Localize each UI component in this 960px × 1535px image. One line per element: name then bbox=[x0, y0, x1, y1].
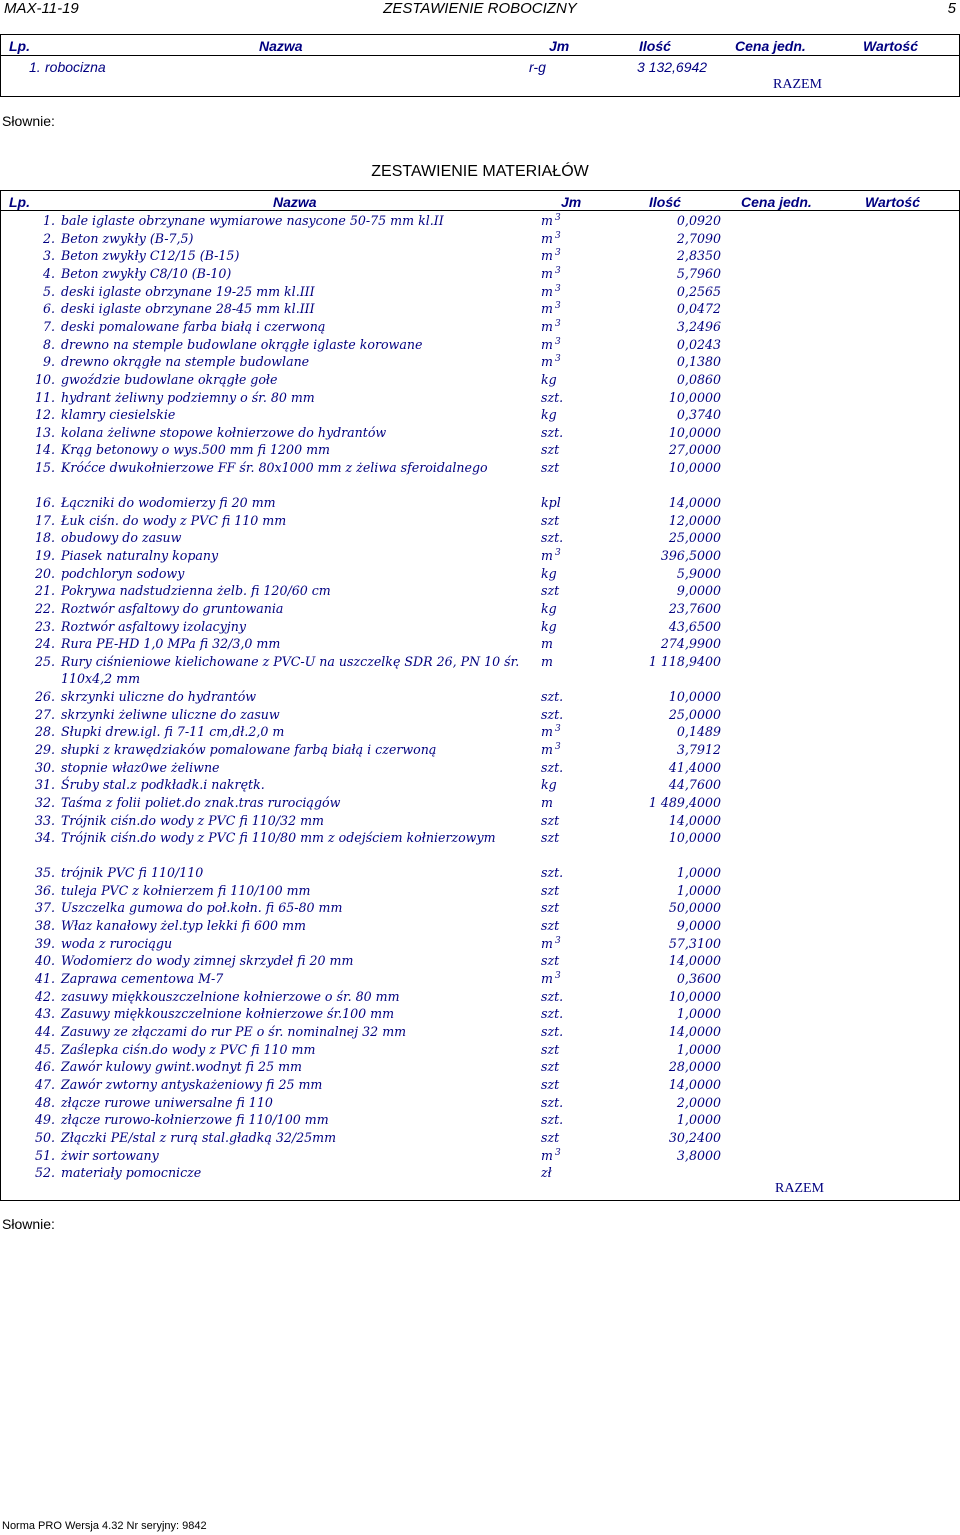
col-nazwa: Nazwa bbox=[259, 38, 303, 54]
row-nazwa: Właz kanałowy żel.typ lekki fi 600 mm bbox=[61, 918, 306, 934]
row-nazwa: drewno na stemple budowlane okrągłe iglaste korowane bbox=[61, 336, 423, 352]
row-ilosc: 14,0000 bbox=[668, 495, 721, 511]
row-nazwa: podchloryn sodowy bbox=[61, 565, 185, 581]
row-jm: szt bbox=[541, 830, 560, 846]
row-jm: m bbox=[541, 301, 553, 317]
row-jm-sup-wrap bbox=[555, 247, 561, 264]
row-nazwa: obudowy do zasuw bbox=[61, 530, 182, 546]
row-lp: 5. bbox=[42, 283, 55, 299]
row-jm-exponent: 3 bbox=[555, 1147, 561, 1158]
row-jm: m bbox=[541, 265, 553, 281]
materials-words-label: Słownie: bbox=[2, 1216, 55, 1232]
row-jm-exponent: 3 bbox=[555, 248, 561, 259]
row-jm: szt. bbox=[541, 865, 564, 881]
table-row bbox=[1, 57, 959, 77]
row-jm: m bbox=[541, 230, 553, 246]
row-lp: 32. bbox=[34, 794, 55, 810]
row-ilosc: 0,2565 bbox=[676, 283, 721, 299]
row-nazwa: Łuk ciśn. do wody z PVC fi 110 mm bbox=[61, 512, 287, 528]
row-lp: 44. bbox=[34, 1024, 55, 1039]
row-nazwa: stopnie właz0we żeliwne bbox=[61, 759, 220, 775]
row-ilosc: 1 118,9400 bbox=[648, 653, 721, 669]
row-ilosc: 2,7090 bbox=[676, 230, 721, 246]
row-jm: m bbox=[541, 794, 553, 810]
row-nazwa: Uszczelka gumowa do poł.kołn. fi 65-80 mm bbox=[61, 900, 343, 916]
row-ilosc: 1,0000 bbox=[676, 865, 721, 881]
row-ilosc: 1,0000 bbox=[676, 1006, 721, 1022]
row-nazwa: Śruby stal.z podkładk.i nakrętk. bbox=[61, 777, 265, 793]
row-ilosc: 0,1489 bbox=[676, 724, 721, 740]
row-jm-sup-wrap bbox=[555, 970, 561, 987]
row-nazwa: złącze rurowo-kołnierzowe fi 110/100 mm bbox=[61, 1112, 329, 1128]
row-lp: 12. bbox=[34, 407, 55, 423]
row-jm: m bbox=[541, 213, 553, 228]
document-code: MAX-11-19 bbox=[4, 0, 79, 17]
row-lp: 43. bbox=[34, 1006, 55, 1022]
col-ilosc: Ilość bbox=[649, 194, 681, 210]
row-jm: zł bbox=[541, 1165, 552, 1181]
row-lp: 36. bbox=[34, 882, 55, 898]
row-nazwa: Krąg betonowy o wys.500 mm fi 1200 mm bbox=[61, 442, 330, 458]
row-jm: m bbox=[541, 248, 553, 264]
row-nazwa: Łączniki do wodomierzy fi 20 mm bbox=[61, 495, 276, 511]
row-lp: 21. bbox=[34, 583, 55, 599]
row-lp: 17. bbox=[34, 512, 55, 528]
row-lp: 51. bbox=[34, 1147, 55, 1163]
row-jm: szt. bbox=[541, 988, 564, 1004]
row-lp: 27. bbox=[34, 706, 55, 722]
row-ilosc: 5,9000 bbox=[676, 565, 721, 581]
col-lp: Lp. bbox=[9, 38, 30, 54]
row-nazwa: Beton zwykły C12/15 (B-15) bbox=[61, 248, 240, 264]
row-jm: m bbox=[541, 548, 553, 564]
row-nazwa: bale iglaste obrzynane wymiarowe nasycone 50-75 mm kl.II bbox=[61, 213, 444, 228]
row-ilosc: 3 132,6942 bbox=[637, 59, 708, 75]
row-jm: m bbox=[541, 971, 553, 987]
row-jm-exponent: 3 bbox=[555, 336, 561, 347]
col-jm: Jm bbox=[549, 38, 570, 54]
row-ilosc: 0,1380 bbox=[676, 354, 721, 370]
materials-title: ZESTAWIENIE MATERIAŁÓW bbox=[371, 163, 589, 180]
row-ilosc: 25,0000 bbox=[668, 706, 721, 722]
row-lp: 37. bbox=[34, 900, 55, 916]
row-ilosc: 27,0000 bbox=[668, 442, 721, 458]
row-nazwa: Piasek naturalny kopany bbox=[61, 548, 219, 564]
row-nazwa: kolana żeliwne stopowe kołnierzowe do hydrantów bbox=[61, 424, 387, 440]
row-ilosc: 0,3600 bbox=[676, 971, 721, 987]
row-nazwa: skrzynki żeliwne uliczne do zasuw bbox=[61, 706, 280, 722]
row-nazwa: deski iglaste obrzynane 19-25 mm kl.III bbox=[61, 283, 315, 299]
row-jm: szt. bbox=[541, 1112, 564, 1128]
row-nazwa: Roztwór asfaltowy izolacyjny bbox=[61, 618, 246, 634]
row-jm-exponent: 3 bbox=[555, 354, 561, 365]
row-jm: m bbox=[541, 741, 553, 757]
row-jm-exponent: 3 bbox=[555, 548, 561, 559]
row-jm: szt. bbox=[541, 389, 564, 405]
row-jm: szt bbox=[541, 512, 560, 528]
row-lp: 45. bbox=[34, 1041, 55, 1057]
row-lp: 8. bbox=[42, 336, 55, 352]
row-nazwa: trójnik PVC fi 110/110 bbox=[61, 865, 204, 881]
row-lp: 22. bbox=[34, 601, 55, 616]
row-nazwa: Roztwór asfaltowy do gruntowania bbox=[61, 601, 284, 616]
labor-words-label: Słownie: bbox=[2, 113, 55, 129]
row-ilosc: 396,5000 bbox=[660, 548, 721, 564]
row-nazwa: zasuwy miękkouszczelnione kołnierzowe o śr. 80 mm bbox=[61, 988, 400, 1004]
row-jm: szt. bbox=[541, 1006, 564, 1022]
row-jm-exponent: 3 bbox=[555, 971, 561, 982]
row-ilosc: 1,0000 bbox=[676, 882, 721, 898]
row-jm: kg bbox=[541, 777, 557, 793]
row-nazwa: Rura PE-HD 1,0 MPa fi 32/3,0 mm bbox=[61, 636, 281, 652]
materials-table bbox=[0, 190, 960, 1201]
row-lp: 6. bbox=[42, 301, 55, 317]
row-nazwa: Króćce dwukołnierzowe FF śr. 80x1000 mm z żeliwa sferoidalnego bbox=[61, 460, 488, 476]
row-ilosc: 14,0000 bbox=[668, 1076, 721, 1092]
row-jm-sup-wrap bbox=[555, 318, 561, 335]
row-lp: 35. bbox=[34, 865, 55, 881]
row-lp: 13. bbox=[34, 424, 55, 440]
materials-total-label: RAZEM bbox=[775, 1181, 824, 1196]
row-jm: szt. bbox=[541, 424, 564, 440]
row-lp: 28. bbox=[34, 724, 55, 740]
row-nazwa: tuleja PVC z kołnierzem fi 110/100 mm bbox=[61, 882, 311, 898]
labor-total-label: RAZEM bbox=[773, 77, 822, 92]
row-jm: szt. bbox=[541, 706, 564, 722]
row-lp: 46. bbox=[34, 1059, 55, 1075]
row-lp: 50. bbox=[34, 1129, 55, 1145]
row-ilosc: 10,0000 bbox=[668, 389, 721, 405]
row-jm: szt bbox=[541, 442, 560, 458]
row-lp: 18. bbox=[34, 530, 55, 546]
row-nazwa: Zaprawa cementowa M-7 bbox=[61, 971, 224, 987]
row-jm: szt. bbox=[541, 1024, 564, 1039]
row-nazwa: materiały pomocnicze bbox=[61, 1165, 202, 1181]
row-lp: 3. bbox=[42, 248, 55, 264]
row-jm: szt bbox=[541, 1041, 560, 1057]
row-ilosc: 9,0000 bbox=[676, 583, 721, 599]
row-ilosc: 14,0000 bbox=[668, 953, 721, 969]
row-lp: 11. bbox=[34, 389, 55, 405]
row-ilosc: 14,0000 bbox=[668, 1024, 721, 1039]
row-ilosc: 3,2496 bbox=[676, 318, 721, 334]
row-nazwa: Złączki PE/stal z rurą stal.gładką 32/25mm bbox=[61, 1129, 337, 1145]
row-lp: 40. bbox=[34, 953, 55, 969]
row-jm: kpl bbox=[541, 495, 561, 511]
row-lp: 42. bbox=[34, 988, 55, 1004]
row-nazwa: hydrant żeliwny podziemny o śr. 80 mm bbox=[61, 389, 315, 405]
row-lp: 47. bbox=[34, 1076, 55, 1092]
col-wartosc: Wartość bbox=[863, 38, 918, 54]
row-jm-sup-wrap bbox=[555, 212, 561, 229]
row-jm: szt bbox=[541, 460, 560, 476]
row-jm-sup-wrap bbox=[555, 723, 561, 740]
row-ilosc: 10,0000 bbox=[668, 424, 721, 440]
col-ilosc: Ilość bbox=[639, 38, 671, 54]
row-jm: m bbox=[541, 653, 553, 669]
row-jm: szt. bbox=[541, 1094, 564, 1110]
col-nazwa: Nazwa bbox=[273, 194, 317, 210]
row-ilosc: 12,0000 bbox=[668, 512, 721, 528]
row-nazwa: klamry ciesielskie bbox=[61, 407, 176, 423]
row-ilosc: 30,2400 bbox=[668, 1129, 721, 1145]
row-ilosc: 1 489,4000 bbox=[648, 794, 721, 810]
row-lp: 15. bbox=[34, 460, 55, 476]
row-nazwa: drewno okrągłe na stemple budowlane bbox=[61, 354, 310, 370]
row-jm: m bbox=[541, 1147, 553, 1163]
row-ilosc: 0,0920 bbox=[676, 213, 721, 228]
row-ilosc: 274,9900 bbox=[660, 636, 721, 652]
row-lp: 4. bbox=[42, 265, 55, 281]
row-ilosc: 10,0000 bbox=[668, 688, 721, 704]
row-ilosc: 3,7912 bbox=[676, 741, 721, 757]
row-ilosc: 0,0860 bbox=[676, 371, 721, 387]
row-lp: 19. bbox=[34, 548, 55, 564]
row-nazwa: robocizna bbox=[45, 59, 106, 75]
row-ilosc: 9,0000 bbox=[676, 918, 721, 934]
row-jm-exponent: 3 bbox=[555, 741, 561, 752]
row-nazwa: Pokrywa nadstudzienna żelb. fi 120/60 cm bbox=[61, 583, 331, 599]
row-lp: 30. bbox=[34, 759, 55, 775]
col-lp: Lp. bbox=[9, 194, 30, 210]
row-ilosc: 10,0000 bbox=[668, 988, 721, 1004]
row-jm-exponent: 3 bbox=[555, 318, 561, 329]
row-jm-sup-wrap bbox=[555, 265, 561, 282]
page-header bbox=[0, 0, 960, 20]
row-jm: szt bbox=[541, 900, 560, 916]
row-jm: szt bbox=[541, 918, 560, 934]
row-lp: 24. bbox=[34, 636, 55, 652]
row-jm: r-g bbox=[529, 59, 546, 75]
row-jm-sup-wrap bbox=[555, 230, 561, 247]
row-jm-sup-wrap bbox=[555, 547, 561, 564]
row-lp: 39. bbox=[34, 935, 55, 951]
row-lp: 52. bbox=[34, 1165, 55, 1181]
row-jm-sup-wrap bbox=[555, 336, 561, 353]
row-ilosc: 23,7600 bbox=[668, 601, 721, 616]
row-lp: 2. bbox=[42, 230, 55, 246]
row-nazwa: Trójnik ciśn.do wody z PVC fi 110/32 mm bbox=[61, 812, 324, 828]
row-jm-sup-wrap bbox=[555, 1147, 561, 1164]
row-jm: szt. bbox=[541, 688, 564, 704]
row-jm-exponent: 3 bbox=[555, 283, 561, 294]
page-title: ZESTAWIENIE ROBOCIZNY bbox=[383, 0, 577, 17]
row-ilosc: 43,6500 bbox=[668, 618, 721, 634]
row-jm-sup-wrap bbox=[555, 353, 561, 370]
row-ilosc: 25,0000 bbox=[668, 530, 721, 546]
row-nazwa: Beton zwykły C8/10 (B-10) bbox=[61, 265, 232, 281]
col-wartosc: Wartość bbox=[865, 194, 920, 210]
labor-table bbox=[0, 34, 960, 97]
row-lp: 34. bbox=[34, 830, 55, 846]
row-nazwa: Zaślepka ciśn.do wody z PVC fi 110 mm bbox=[61, 1041, 316, 1057]
row-ilosc: 2,0000 bbox=[676, 1094, 721, 1110]
row-ilosc: 0,0243 bbox=[676, 336, 721, 352]
row-ilosc: 5,7960 bbox=[676, 265, 721, 281]
row-lp: 7. bbox=[42, 318, 55, 334]
row-jm: kg bbox=[541, 565, 557, 581]
row-lp: 25. bbox=[34, 653, 55, 669]
row-jm: szt. bbox=[541, 530, 564, 546]
row-jm: m bbox=[541, 283, 553, 299]
row-jm: szt bbox=[541, 1129, 560, 1145]
row-nazwa: deski pomalowane farba białą i czerwoną bbox=[61, 318, 326, 334]
col-cena: Cena jedn. bbox=[741, 194, 812, 210]
row-jm: szt. bbox=[541, 759, 564, 775]
software-footer: Norma PRO Wersja 4.32 Nr seryjny: 9842 bbox=[2, 1520, 207, 1532]
row-ilosc: 10,0000 bbox=[668, 460, 721, 476]
row-jm: szt bbox=[541, 812, 560, 828]
row-nazwa: Zasuwy ze złączami do rur PE o śr. nominalnej 32 mm bbox=[61, 1024, 407, 1039]
row-jm: m bbox=[541, 724, 553, 740]
row-lp: 20. bbox=[34, 565, 55, 581]
row-jm-exponent: 3 bbox=[555, 724, 561, 735]
row-nazwa: woda z rurociągu bbox=[61, 935, 173, 951]
row-lp: 23. bbox=[34, 618, 55, 634]
row-jm: m bbox=[541, 354, 553, 370]
row-ilosc: 41,4000 bbox=[668, 759, 721, 775]
row-lp: 49. bbox=[34, 1112, 55, 1128]
row-jm: m bbox=[541, 935, 553, 951]
row-lp: 1. bbox=[29, 59, 41, 75]
row-lp: 14. bbox=[34, 442, 55, 458]
labor-table-header bbox=[1, 35, 959, 56]
row-jm: szt bbox=[541, 1076, 560, 1092]
row-jm: m bbox=[541, 336, 553, 352]
row-jm: szt bbox=[541, 1059, 560, 1075]
row-ilosc: 57,3100 bbox=[668, 935, 721, 951]
row-jm: kg bbox=[541, 407, 557, 423]
row-nazwa: skrzynki uliczne do hydrantów bbox=[61, 688, 257, 704]
row-lp: 33. bbox=[34, 812, 55, 828]
row-lp: 41. bbox=[34, 971, 55, 987]
row-jm: szt bbox=[541, 882, 560, 898]
row-nazwa: deski iglaste obrzynane 28-45 mm kl.III bbox=[61, 301, 315, 317]
row-nazwa: Wodomierz do wody zimnej skrzydeł fi 20 mm bbox=[61, 953, 354, 969]
row-jm: kg bbox=[541, 601, 557, 616]
row-nazwa: Zawór zwtorny antyskażeniowy fi 25 mm bbox=[61, 1076, 323, 1092]
col-jm: Jm bbox=[561, 194, 582, 210]
row-jm-exponent: 3 bbox=[555, 935, 561, 946]
row-ilosc: 0,3740 bbox=[676, 407, 721, 423]
row-ilosc: 44,7600 bbox=[668, 777, 721, 793]
row-nazwa: Taśma z folii poliet.do znak.tras rurociągów bbox=[61, 794, 341, 810]
row-nazwa: gwoździe budowlane okrągłe gołe bbox=[61, 371, 278, 387]
row-nazwa: Słupki drew.igl. fi 7-11 cm,dł.2,0 m bbox=[61, 724, 285, 740]
row-lp: 38. bbox=[34, 918, 55, 934]
page-number: 5 bbox=[947, 0, 956, 17]
row-jm-sup-wrap bbox=[555, 300, 561, 317]
row-jm-exponent: 3 bbox=[555, 265, 561, 276]
row-nazwa: Beton zwykły (B-7,5) bbox=[61, 230, 194, 246]
row-nazwa: żwir sortowany bbox=[61, 1147, 159, 1163]
row-ilosc: 28,0000 bbox=[668, 1059, 721, 1075]
row-nazwa: Trójnik ciśn.do wody z PVC fi 110/80 mm z odejściem kołnierzowym bbox=[61, 830, 496, 846]
row-lp: 9. bbox=[42, 354, 55, 370]
row-jm: m bbox=[541, 636, 553, 652]
row-jm-sup-wrap bbox=[555, 741, 561, 758]
row-nazwa: złącze rurowe uniwersalne fi 110 bbox=[61, 1094, 273, 1110]
row-lp: 29. bbox=[34, 741, 55, 757]
row-jm: kg bbox=[541, 618, 557, 634]
row-ilosc: 14,0000 bbox=[668, 812, 721, 828]
row-ilosc: 3,8000 bbox=[676, 1147, 721, 1163]
row-lp: 16. bbox=[34, 495, 55, 511]
row-jm: szt bbox=[541, 953, 560, 969]
row-ilosc: 50,0000 bbox=[668, 900, 721, 916]
row-jm-exponent: 3 bbox=[555, 213, 561, 223]
row-lp: 31. bbox=[34, 777, 55, 793]
row-ilosc: 2,8350 bbox=[676, 248, 721, 264]
row-ilosc: 1,0000 bbox=[676, 1041, 721, 1057]
row-ilosc: 1,0000 bbox=[676, 1112, 721, 1128]
row-jm: m bbox=[541, 318, 553, 334]
row-lp: 26. bbox=[34, 688, 55, 704]
row-lp: 48. bbox=[34, 1094, 55, 1110]
row-jm-sup-wrap bbox=[555, 283, 561, 300]
row-nazwa: słupki z krawędziaków pomalowane farbą białą i czerwoną bbox=[61, 741, 437, 757]
row-jm: szt bbox=[541, 583, 560, 599]
row-nazwa: Zasuwy miękkouszczelnione kołnierzowe śr.100 mm bbox=[61, 1006, 395, 1022]
row-ilosc: 0,0472 bbox=[676, 301, 721, 317]
row-ilosc: 10,0000 bbox=[668, 830, 721, 846]
col-cena: Cena jedn. bbox=[735, 38, 806, 54]
materials-table-header bbox=[1, 191, 959, 211]
row-jm-exponent: 3 bbox=[555, 301, 561, 312]
row-lp: 10. bbox=[34, 371, 55, 387]
row-jm-exponent: 3 bbox=[555, 230, 561, 241]
row-jm-sup-wrap bbox=[555, 935, 561, 952]
row-jm: kg bbox=[541, 371, 557, 387]
row-nazwa: Rury ciśnieniowe kielichowane z PVC-U na uszczelkę SDR 26, PN 10 śr. 110x4,2 mm bbox=[61, 653, 520, 686]
row-nazwa: Zawór kulowy gwint.wodnyt fi 25 mm bbox=[61, 1059, 302, 1075]
row-lp: 1. bbox=[42, 213, 55, 228]
